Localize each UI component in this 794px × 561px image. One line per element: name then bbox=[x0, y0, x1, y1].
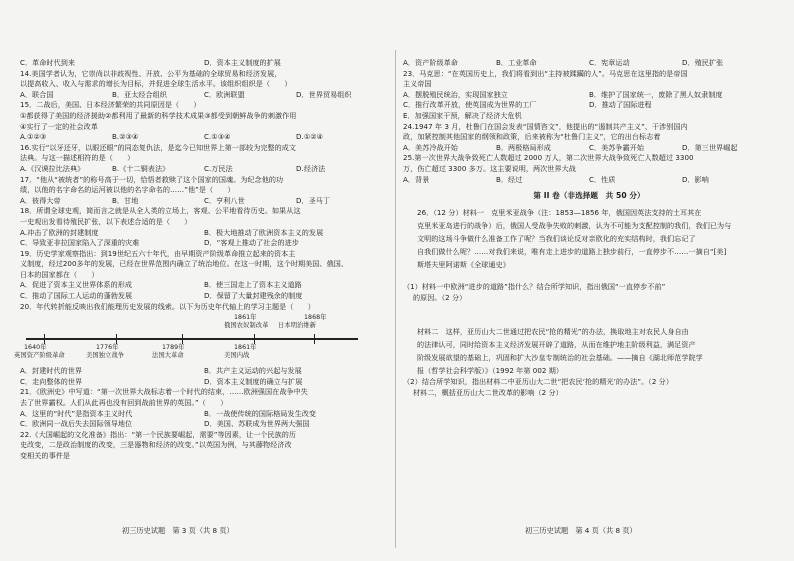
options-row bbox=[20, 90, 388, 101]
option-item: B．共产主义运动的兴起与发展 bbox=[204, 366, 302, 376]
option-item: D．保留了大量封建残余的制度 bbox=[204, 291, 303, 301]
option-item: D．第三世界崛起 bbox=[682, 142, 738, 152]
page-divider bbox=[395, 50, 396, 548]
option-item: B.②③④ bbox=[112, 132, 139, 142]
text-line: ④实行了一定的社会改革 bbox=[20, 121, 98, 131]
q26-line: 斯塔夫里阿诺斯《全球通史》 bbox=[417, 260, 510, 270]
options-row bbox=[20, 377, 388, 388]
option-item: D．资本主义制度的扩展 bbox=[204, 58, 281, 67]
text-line: 法典。与这一描述相符的是（ ） bbox=[20, 153, 135, 163]
q26-line: 26．（12 分）材料一 克里米亚战争（注：1853—1856 年，俄国因英法支持的土耳其在 bbox=[417, 207, 702, 217]
text-line: 23．马克思：“在英国历史上，我们将看到出“主持被蹂躏的人”。马克思在这里指的是帝国 bbox=[403, 68, 688, 78]
option-item: D．圣马丁 bbox=[296, 195, 331, 205]
option-item: A.《汉谟拉比法典》 bbox=[20, 163, 85, 173]
q26-sub2: （2）结合所学知识，指出材料二中亚历山大二世“把农民‘抢的精光’的办法”。（2 分） bbox=[403, 377, 673, 387]
option-item: C．推动了国际工人运动的蓬勃发展 bbox=[20, 291, 133, 301]
option-item: E．加强国家干预，解决了经济大危机 bbox=[403, 110, 522, 120]
timeline-year: 1789年 bbox=[162, 344, 185, 352]
text-line: 15．二战后，美国、日本经济繁荣的共同原因是（ ） bbox=[20, 100, 201, 110]
option-item: B．维护了国家统一，废除了黑人奴隶制度 bbox=[589, 89, 723, 99]
options-row bbox=[403, 143, 775, 154]
option-item: C．导致亚非拉国家陷入了深重的灾难 bbox=[20, 238, 140, 248]
options-row bbox=[20, 280, 388, 291]
question-26 bbox=[403, 206, 775, 272]
option-item: A．彼得大帝 bbox=[20, 195, 61, 205]
option-item: D．资本主义制度的确立与扩展 bbox=[204, 376, 303, 386]
spacer bbox=[403, 314, 775, 325]
option-item: D．殖民扩张 bbox=[682, 58, 724, 67]
q26-line: 自我们做什么呢？……对我们来说，唯有走上进步的道路上独步前行，一直停步不……一摘自“[美] bbox=[417, 247, 727, 257]
option-item: A.冲击了欧洲的封建制度 bbox=[20, 227, 99, 237]
options-row bbox=[20, 196, 388, 207]
option-item: A．背景 bbox=[403, 174, 430, 184]
text-line: 17．“他从“被统者”的称号高于一切，恰悟者救赎了这个国家的国魂。为纪念他的功 bbox=[20, 174, 284, 184]
timeline-year: 1861年 bbox=[234, 344, 257, 352]
text-line: 19．历史学家观察指出：到19世纪五六十年代，由早期资产阶级革命推立起来的资本主 bbox=[20, 248, 296, 258]
timeline-tick bbox=[314, 334, 315, 344]
option-item: C．欧洲联盟 bbox=[204, 89, 245, 99]
timeline-figure bbox=[14, 314, 388, 364]
option-item: C．性质 bbox=[589, 174, 616, 184]
text-line: 25.第一次世界大战争致死亡人数超过 2000 万人，第二次世界大战争致死亡人数超过 3300 bbox=[403, 153, 694, 163]
left-page bbox=[14, 58, 388, 548]
options-row bbox=[20, 409, 388, 420]
spacer bbox=[403, 272, 775, 283]
text-line: 一史观出发看待殖民扩张，以下表述合适的是（ ） bbox=[20, 216, 192, 226]
timeline-year: 1861年 bbox=[234, 314, 257, 322]
text-line: 24.1947 年 3 月，杜鲁门在国会发表“国情咨文”，他提出的“遏制共产主义”、干涉别国内 bbox=[403, 121, 688, 131]
option-item: C．走向整体的世界 bbox=[20, 376, 83, 386]
timeline-tick bbox=[116, 334, 117, 344]
options-row bbox=[403, 175, 775, 186]
option-item: C.①③④ bbox=[204, 132, 231, 142]
options-row bbox=[20, 291, 388, 302]
text-line: 义制度，经过200多年的发展，已经在世界范围内确立了统治地位。在这一时期，这个时期美国、俄国、 bbox=[20, 259, 349, 269]
section-title: 第 II 卷（非选择题 共 50 分） bbox=[533, 191, 645, 201]
right-footer: 初三历史试题 第 4 页（共 8 页） bbox=[525, 526, 637, 535]
timeline-axis bbox=[26, 338, 358, 340]
option-item: C．革命时代到来 bbox=[20, 58, 76, 67]
text-line: 日本的国家都在（ ） bbox=[20, 269, 99, 279]
text-line: 18．所谓全球史观，简而言之就是从全人类的立场上，客观、公平地看待历史。如果从这 bbox=[20, 206, 301, 216]
spacer bbox=[403, 303, 775, 314]
options-row bbox=[403, 58, 775, 69]
option-item: A．美苏冷战开始 bbox=[403, 142, 458, 152]
m2-line: 的法律认可，同时给资本主义经济发展开辟了道路，从而在维护地主阶级利益，满足资产 bbox=[417, 339, 696, 349]
options-row bbox=[403, 111, 775, 122]
q26-sub1-cont: 的原因。（2 分） bbox=[413, 292, 467, 302]
m2-line: 阶级发展欲望的基础上，巩固和扩大沙皇专制统治的社会基础。——摘自《湖北师范学院学 bbox=[417, 353, 703, 362]
option-item: B．经过 bbox=[496, 174, 523, 184]
option-item bbox=[589, 111, 775, 122]
text-line: 政，加紧控制其他国家的纲领和政策，后来被称为“杜鲁门主义”，它的出台标志着 bbox=[403, 132, 661, 142]
option-item: D．影响 bbox=[682, 174, 709, 184]
options-row bbox=[403, 90, 775, 101]
q26-sub1: （1）材料一中欧洲“进步的道路”指什么？结合所学知识，指出俄国“一直停步不前” bbox=[403, 282, 666, 292]
timeline-year: 1776年 bbox=[96, 344, 119, 352]
q26-line: 克里米亚岛进行的战争）后，俄国人受战争失败的刺激，认为不可能为支配控制的我们，我们已为与 bbox=[417, 220, 732, 230]
timeline-event: 俄国农奴制改革 bbox=[224, 322, 269, 330]
text-line: 去了世界霸权。人们从此再也没有回到战前世界的英国。”（ ） bbox=[20, 398, 228, 408]
option-item: A．联合国 bbox=[20, 89, 54, 99]
option-item: D．美国、苏联成为世界两大强国 bbox=[204, 419, 310, 429]
text-line: ①都获得了美国的经济援助②都利用了最新的科学技术成果③都受到朝鲜战争的刺激作用 bbox=[20, 110, 297, 120]
option-item: A.①②③ bbox=[20, 132, 47, 142]
timeline-event: 美国独立战争 bbox=[86, 352, 125, 360]
options-row bbox=[20, 419, 388, 430]
m2-line: 报（哲学社会科学版）》（1992 年第 002 期） bbox=[417, 366, 564, 376]
text-line: 万，伤亡超过 3300 多万。这主要说明，两次世界大战 bbox=[403, 163, 576, 173]
option-item: A．这里的“时代”是指资本主义时代 bbox=[20, 408, 133, 418]
option-item: B．一战使传统的国际格局发生改变 bbox=[204, 408, 317, 418]
options-row bbox=[20, 238, 388, 249]
timeline-tick bbox=[182, 334, 183, 344]
text-line: 变相关的事件是 bbox=[20, 451, 71, 460]
options-row bbox=[20, 366, 388, 377]
options-row bbox=[20, 58, 388, 69]
option-item: D.经济法 bbox=[296, 163, 326, 173]
right-page bbox=[403, 58, 775, 548]
option-item: B．亚太经合组织 bbox=[112, 89, 167, 99]
text-line: 史改变，二是政治制度的改变，三是器物和经济的改变。”以英国为例，与其藤物经济改 bbox=[20, 440, 292, 450]
option-item: B.《十二铜表法》 bbox=[112, 163, 170, 173]
option-item: D.①②④ bbox=[296, 132, 324, 142]
options-row bbox=[403, 100, 775, 111]
options-row bbox=[20, 228, 388, 239]
option-item: A．摆脱殖民统治，实现国家独立 bbox=[403, 89, 508, 99]
option-item: C．宪章运动 bbox=[589, 58, 630, 67]
timeline-event: 美国内战 bbox=[224, 352, 250, 360]
text-line: 16.实行“以牙还牙，以眼还眼”的同态复仇法，是迄今已知世界上第一部较为完整的成文 bbox=[20, 142, 297, 152]
q26-sub3: 材料二，概括亚历山大二世改革的影响（2 分） bbox=[413, 387, 563, 397]
options-row bbox=[20, 164, 388, 175]
timeline-tick bbox=[44, 334, 45, 344]
text-line: 主义帝国 bbox=[403, 79, 432, 89]
text-line: 21．《欧洲史》中写道：“第一次世界大战标志着一个时代的结束，……欧洲强国在战争中失 bbox=[20, 387, 308, 397]
text-line: 20．年代转折能反映出我们能理历史发展的线索。以下为历史年代轴上的学习主题是（ ） bbox=[20, 301, 315, 311]
q26-line: 文明的这场斗争做什么准备工作了呢？当我们谈论反对亲欧化的充实结构时，我们忘记了 bbox=[417, 234, 696, 244]
text-line: 以提高收入、收入与需求的增长为目标，并促进全球生活水平。该组织组织是（ ） bbox=[20, 79, 292, 89]
timeline-year: 1640年 bbox=[24, 344, 47, 352]
timeline-event: 日本明治维新 bbox=[278, 322, 317, 330]
option-item: C．推行改革开放，使英国成为世界的工厂 bbox=[403, 100, 537, 110]
option-item: B．工业革命 bbox=[496, 58, 537, 67]
option-item: D．推动了国际进程 bbox=[589, 100, 652, 110]
left-footer: 初三历史试题 第 3 页（共 8 页） bbox=[122, 526, 234, 535]
options-row bbox=[20, 132, 388, 143]
timeline-year: 1868年 bbox=[304, 314, 327, 322]
timeline-tick bbox=[254, 334, 255, 344]
text-line: 14.美国学者认为，它崇尚以非歧视性、开放、公平为基础的全球贸易和经济发展， bbox=[20, 68, 282, 78]
option-item: C．亨利八世 bbox=[204, 195, 245, 205]
option-item: C．美苏争霸开始 bbox=[589, 142, 645, 152]
option-item: A．封建时代的世界 bbox=[20, 366, 83, 376]
timeline-event: 法国大革命 bbox=[152, 352, 184, 360]
timeline-event: 英国资产阶级革命 bbox=[14, 352, 65, 360]
text-line: 绩，以他的名字命名的运河被以他的名字命名的……”他”是（ ） bbox=[20, 185, 235, 195]
option-item: A．促进了资本主义世界体系的形成 bbox=[20, 280, 133, 290]
option-item: B．两极格局形成 bbox=[496, 142, 551, 152]
m2-line: 材料二 这样，亚历山大二世通过把农民“抢的精光”的办法，换取地主对农民人身自由 bbox=[417, 326, 689, 336]
option-item: B．极大地推动了欧洲资本主义的发展 bbox=[204, 227, 324, 237]
option-item: D．“客观上推动了社会的进步 bbox=[204, 238, 299, 248]
option-item: C．欧洲同一战后失去国际领导地位 bbox=[20, 419, 133, 429]
option-item: A．资产阶级革命 bbox=[403, 58, 458, 67]
option-item: C.万民法 bbox=[204, 163, 233, 173]
option-item: D．世界贸易组织 bbox=[296, 89, 352, 99]
option-item: B．使三国走上了资本主义道路 bbox=[204, 280, 302, 290]
material-2 bbox=[403, 325, 775, 378]
option-item: B．甘地 bbox=[112, 195, 139, 205]
text-line: 22.《大国崛起的文化准备》指出：“第一个民族要崛起，需要”等因素，让一个民族的历 bbox=[20, 429, 297, 439]
